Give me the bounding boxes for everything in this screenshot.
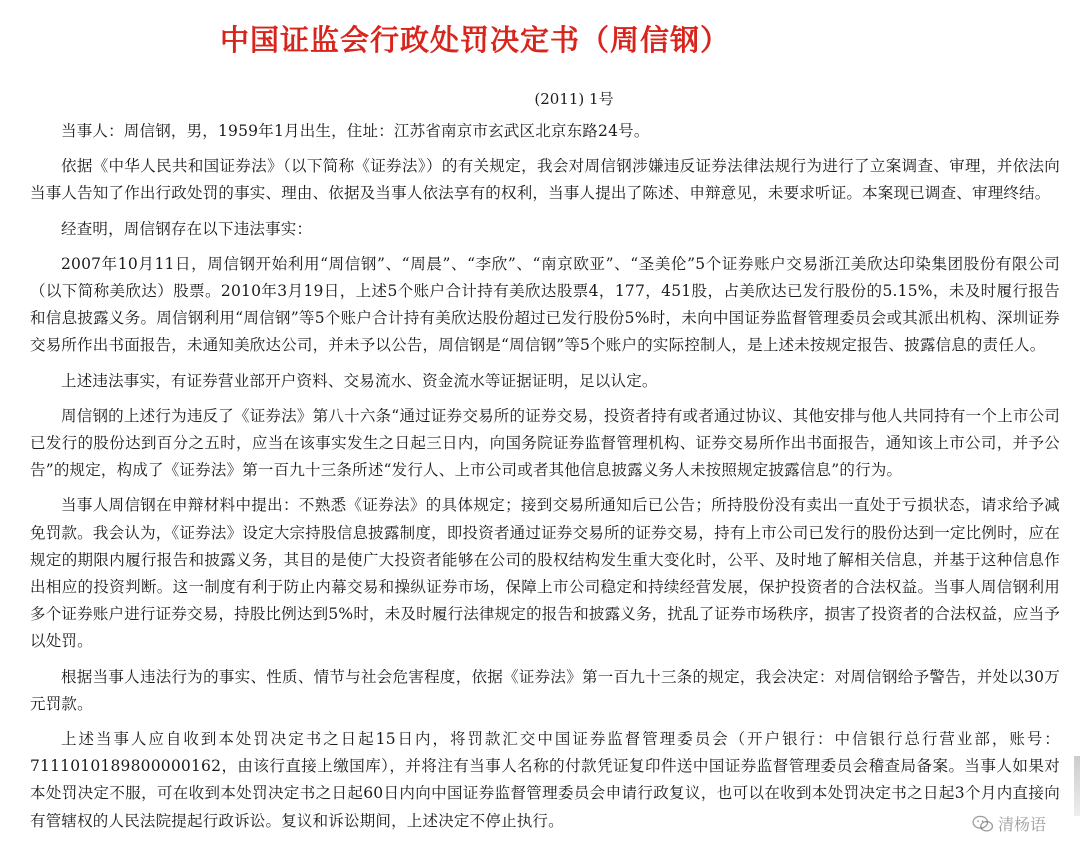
document-number: (2011) 1号 (534, 90, 614, 108)
paragraph-basis: 依据《中华人民共和国证券法》（以下简称《证券法》）的有关规定，我会对周信钢涉嫌违反证券法律法规行为进行了立案调查、审理，并依法向当事人告知了作出行政处罚的事实、理由、依据及当事人依法享有的权利，当事人提出了陈述、申辩意见，未要求听证。本案现已调查、审理终结。 (30, 157, 1060, 203)
watermark-text: 清杨语 (997, 815, 1046, 834)
document-body (30, 118, 1060, 843)
paragraph-defense: 当事人周信钢在申辩材料中提出：不熟悉《证券法》的具体规定；接到交易所通知后已公告；所持股份没有卖出一直处于亏损状态，请求给予减免罚款。我会认为，《证券法》设定大宗持股信息披露制度，即投资者通过证券交易所的证券交易，持有上市公司已发行的股份达到一定比例时，应在规定的期限内履行报告和披露义务，其目的是使广大投资者能够在公司的股权结构发生重大变化时，公平、及时地了解相关信息，并基于这种信息作出相应的投资判断。这一制度有利于防止内幕交易和操纵证券市场，保障上市公司稳定和持续经营发展，保护投资者的合法权益。当事人周信钢利用多个证券账户进行证券交易，持股比例达到5%时，未及时履行法律规定的报告和披露义务，扰乱了证券市场秩序，损害了投资者的合法权益，应当予以处罚。 (30, 496, 1060, 651)
document-title: 中国证监会行政处罚决定书（周信钢） (219, 23, 730, 57)
paragraph-violation: 周信钢的上述行为违反了《证券法》第八十六条“通过证券交易所的证券交易，投资者持有或者通过协议、其他安排与他人共同持有一个上市公司已发行的股份达到百分之五时，应当在该事实发生之日起三日内，向国务院证券监督管理机构、证券交易所作出书面报告，通知该上市公司，并予公告”的规定，构成了《证券法》第一百九十三条所述“发行人、上市公司或者其他信息披露义务人未按照规定披露信息”的行为。 (30, 406, 1060, 480)
paragraph-payment: 上述当事人应自收到本处罚决定书之日起15日内，将罚款汇交中国证券监督管理委员会（开户银行：中信银行总行营业部，账号：7111010189800000162，由该行直接上缴国库），并将注有当事人名称的付款凭证复印件送中国证券监督管理委员会稽查局备案。当事人如果对本处罚决定不服，可在收到本处罚决定书之日起60日内向中国证券监督管理委员会申请行政复议，也可以在收到本处罚决定书之日起3个月内直接向有管辖权的人民法院提起行政诉讼。复议和诉讼期间，上述决定不停止执行。 (30, 730, 1060, 830)
paragraph-evidence: 上述违法事实，有证券营业部开户资料、交易流水、资金流水等证据证明，足以认定。 (61, 371, 658, 390)
paragraph-findings-intro: 经查明，周信钢存在以下违法事实： (61, 219, 313, 238)
paragraph-facts: 2007年10月11日，周信钢开始利用“周信钢”、“周晨”、“李欣”、“南京欧亚”、“圣美伦”5个证券账户交易浙江美欣达印染集团股份有限公司（以下简称美欣达）股票。2010年3月19日，上述5个账户合计持有美欣达股票4，177，451股，占美欣达已发行股份的5.15%，未及时履行报告和信息披露义务。周信钢利用“周信钢”等5个账户合计持有美欣达股份超过已发行股份5%时，未向中国证券监督管理委员会或其派出机构、深圳证券交易所作出书面报告，未通知美欣达公司，并未予以公告，周信钢是“周信钢”等5个账户的实际控制人，是上述未按规定报告、披露信息的责任人。 (30, 254, 1060, 355)
wechat-icon (972, 815, 994, 833)
paragraph-party: 当事人：周信钢，男，1959年1月出生，住址：江苏省南京市玄武区北京东路24号。 (61, 122, 650, 140)
paragraph-decision: 根据当事人违法行为的事实、性质、情节与社会危害程度，依据《证券法》第一百九十三条的规定，我会决定：对周信钢给予警告，并处以30万元罚款。 (30, 667, 1060, 713)
watermark (972, 812, 1046, 835)
page-edge (1074, 756, 1080, 816)
